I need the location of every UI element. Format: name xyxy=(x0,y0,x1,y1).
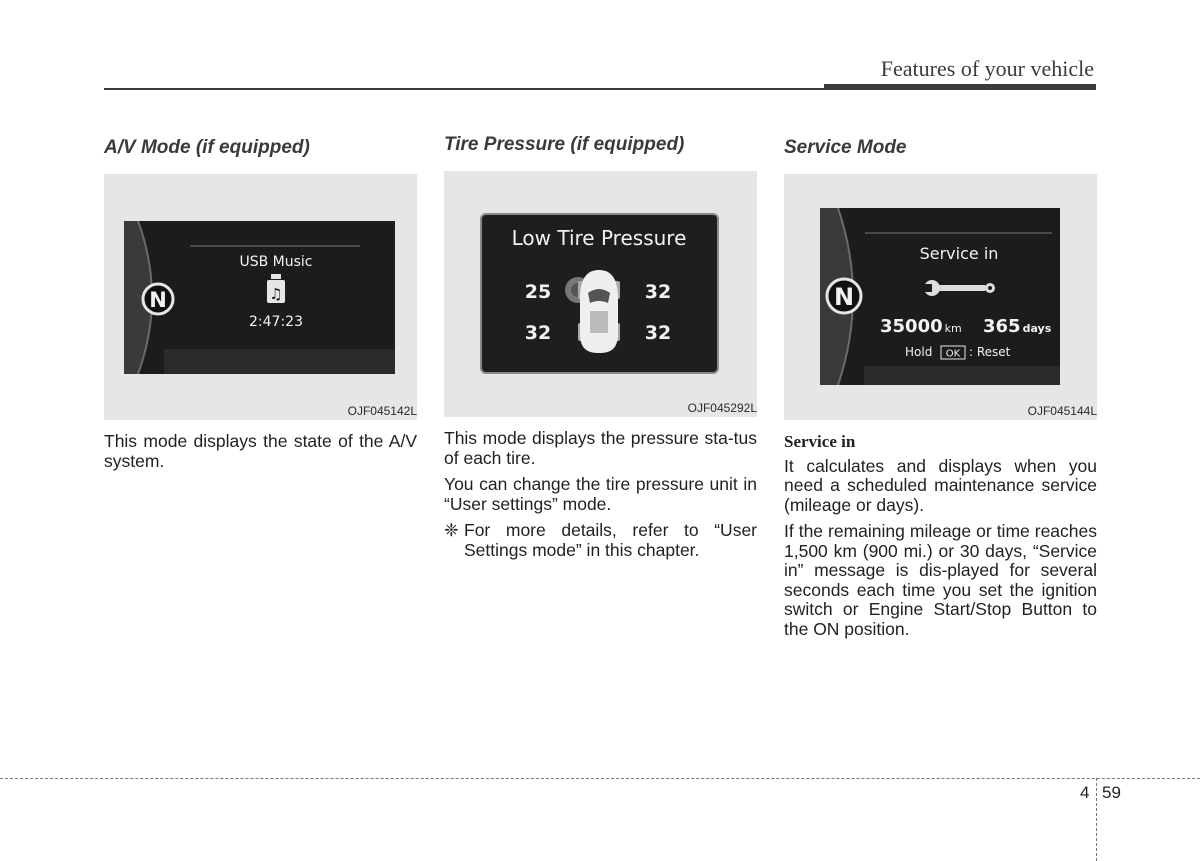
subheading: Service in xyxy=(784,432,856,451)
figure-code: OJF045142L xyxy=(347,404,417,418)
service-distance: 35000 xyxy=(880,316,943,337)
section-av-mode xyxy=(104,135,417,478)
service-days-unit: days xyxy=(1022,322,1052,335)
header-bar xyxy=(824,84,1096,90)
cluster-display xyxy=(820,208,1060,385)
footer-divider xyxy=(1096,778,1097,861)
figure-tire-pressure xyxy=(444,171,757,417)
svg-text:♫: ♫ xyxy=(269,285,283,303)
figure-av-mode xyxy=(104,174,417,420)
tire-front-right: 32 xyxy=(644,281,672,303)
page-number: 59 xyxy=(1102,783,1121,802)
header-rule xyxy=(104,88,824,90)
tpms-title: Low Tire Pressure xyxy=(511,226,687,250)
hold-key: OK xyxy=(945,348,961,360)
tpms-display xyxy=(480,213,719,374)
paragraph: If the remaining mileage or time reaches 1,500 km (900 mi.) or 30 days, “Service in” message is dis-played for several seconds each time you set the ignition switch or Engine Start/Stop Button to the ON position. xyxy=(784,521,1097,639)
section-tire-pressure xyxy=(444,135,757,560)
display-label: Service in xyxy=(919,244,999,263)
figure-service-mode xyxy=(784,174,1097,420)
paragraph: This mode displays the state of the A/V system. xyxy=(104,431,417,471)
note-text: For more details, refer to “User Settings mode” in this chapter. xyxy=(464,520,757,560)
figure-code: OJF045292L xyxy=(687,401,757,415)
tire-rear-left: 32 xyxy=(524,322,552,344)
note-mark-icon: ❈ xyxy=(444,520,459,540)
section-body xyxy=(104,432,417,471)
section-body xyxy=(444,429,757,560)
gear-indicator xyxy=(827,279,861,313)
display-time: 2:47:23 xyxy=(249,314,303,330)
paragraph: You can change the tire pressure unit in “User settings” mode. xyxy=(444,474,757,514)
note xyxy=(444,521,757,560)
section-title: A/V Mode (if equipped) xyxy=(104,137,310,158)
section-title: Tire Pressure (if equipped) xyxy=(444,134,685,155)
service-days: 365 xyxy=(983,316,1021,337)
svg-text:N: N xyxy=(833,283,855,311)
hold-prefix: Hold xyxy=(905,345,933,359)
cluster-display xyxy=(124,221,395,374)
chapter-number: 4 xyxy=(1080,783,1090,802)
hold-suffix: : Reset xyxy=(969,345,1011,359)
car-topview-icon xyxy=(578,270,620,353)
footer-rule xyxy=(0,778,1200,779)
tire-rear-right: 32 xyxy=(644,322,672,344)
display-label: USB Music xyxy=(239,254,313,270)
figure-code: OJF045144L xyxy=(1027,404,1097,418)
section-body xyxy=(784,432,1097,639)
section-title: Service Mode xyxy=(784,137,907,158)
tire-front-left: 25 xyxy=(524,281,552,303)
gear-indicator xyxy=(143,284,173,314)
section-service-mode xyxy=(784,135,1097,646)
paragraph: It calculates and displays when you need a scheduled maintenance service (mileage or days). xyxy=(784,455,1097,515)
paragraph: This mode displays the pressure sta-tus of each tire. xyxy=(444,428,757,468)
header-title: Features of your vehicle xyxy=(880,56,1094,81)
svg-text:N: N xyxy=(149,288,167,312)
service-distance-unit: km xyxy=(944,322,962,335)
